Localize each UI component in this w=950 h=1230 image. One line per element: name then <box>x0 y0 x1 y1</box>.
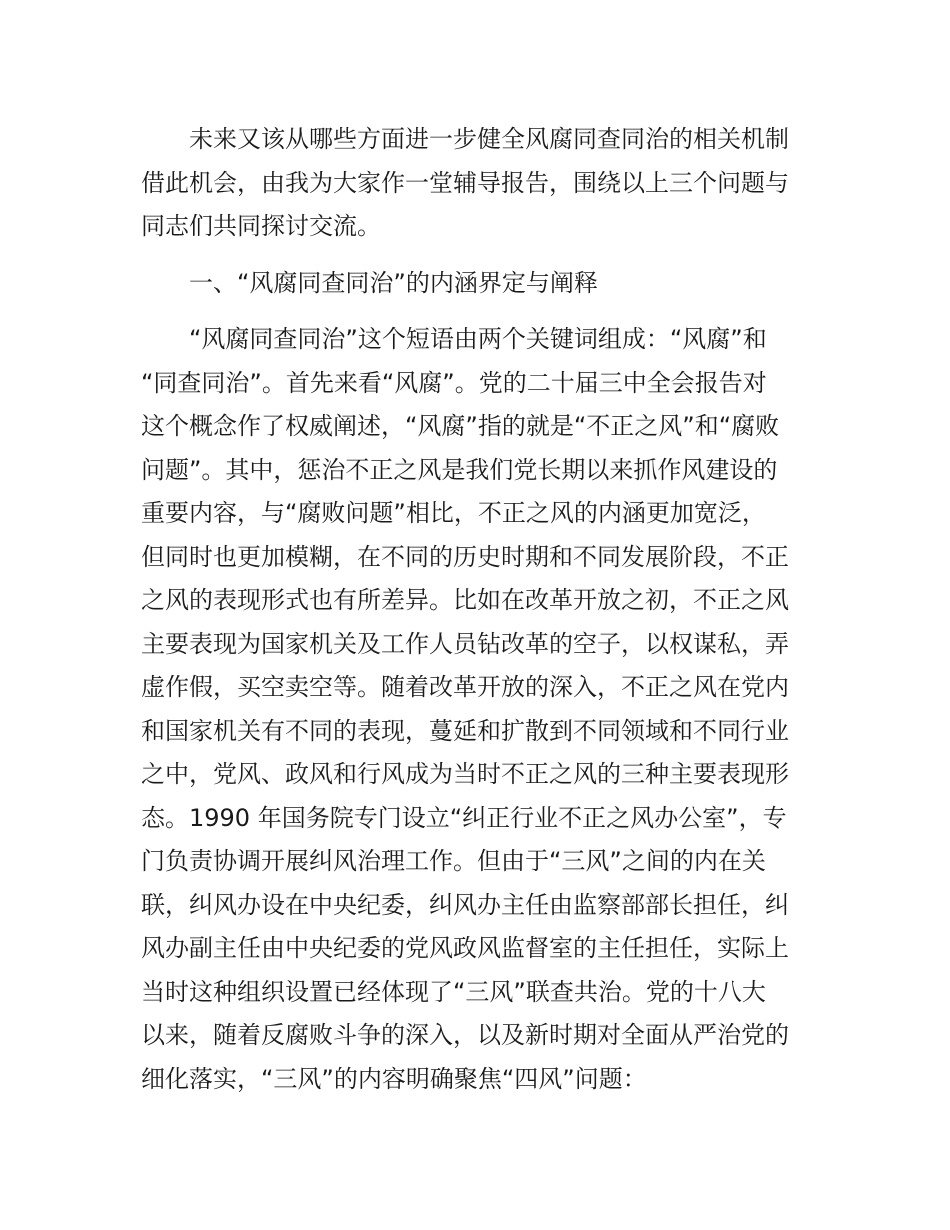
text-line: 门负责协调开展纠风治理工作。但由于“三风”之间的内在关 <box>141 847 766 875</box>
text-line: 和国家机关有不同的表现，蔓延和扩散到不同领域和不同行业 <box>141 716 789 745</box>
paragraph-gap <box>141 249 821 262</box>
text-line: 细化落实，“三风”的内容明确聚焦“四风”问题： <box>141 1064 647 1093</box>
paragraph-gap <box>141 305 821 318</box>
text-line: “风腐同查同治”这个短语由两个关键词组成：“风腐”和 <box>189 325 767 353</box>
paragraph-definition <box>141 318 821 1101</box>
text-line: 但同时也更加模糊，在不同的历史时期和不同发展阶段，不正 <box>141 542 789 571</box>
section-heading <box>141 262 821 306</box>
text-line: 重要内容，与“腐败问题”相比，不正之风的内涵更加宽泛， <box>141 499 766 527</box>
text-line: 之中，党风、政风和行风成为当时不正之风的三种主要表现形 <box>141 760 789 788</box>
text-line: 虚作假，买空卖空等。随着改革开放的深入，不正之风在党内 <box>141 673 789 701</box>
document-body <box>141 118 821 1101</box>
text-line: 主要表现为国家机关及工作人员钻改革的空子，以权谋私，弄 <box>141 629 789 658</box>
text-line: 联，纠风办设在中央纪委，纠风办主任由监察部部长担任，纠 <box>141 890 789 919</box>
text-line: 同志们共同探讨交流。 <box>141 212 381 240</box>
text-line: 这个概念作了权威阐述，“风腐”指的就是“不正之风”和“腐败 <box>141 412 780 440</box>
paragraph-intro <box>141 118 821 249</box>
text-line: 未来又该从哪些方面进一步健全风腐同查同治的相关机制 <box>189 125 789 153</box>
text-line: 之风的表现形式也有所差异。比如在改革开放之初，不正之风 <box>141 586 789 614</box>
text-line: 当时这种组织设置已经体现了“三风”联查共治。党的十八大 <box>141 977 766 1006</box>
text-line: 态。1990 年国务院专门设立“纠正行业不正之风办公室”，专 <box>141 803 787 832</box>
heading-line: 一、“风腐同查同治”的内涵界定与阐释 <box>189 268 598 297</box>
text-line: “同查同治”。首先来看“风腐”。党的二十届三中全会报告对 <box>141 368 767 397</box>
text-line: 风办副主任由中央纪委的党风政风监督室的主任担任，实际上 <box>141 934 789 962</box>
text-line: 以来，随着反腐败斗争的深入，以及新时期对全面从严治党的 <box>141 1021 789 1049</box>
text-line: 问题”。其中，惩治不正之风是我们党长期以来抓作风建设的 <box>141 455 778 484</box>
text-line: 借此机会，由我为大家作一堂辅导报告，围绕以上三个问题与 <box>141 168 789 197</box>
